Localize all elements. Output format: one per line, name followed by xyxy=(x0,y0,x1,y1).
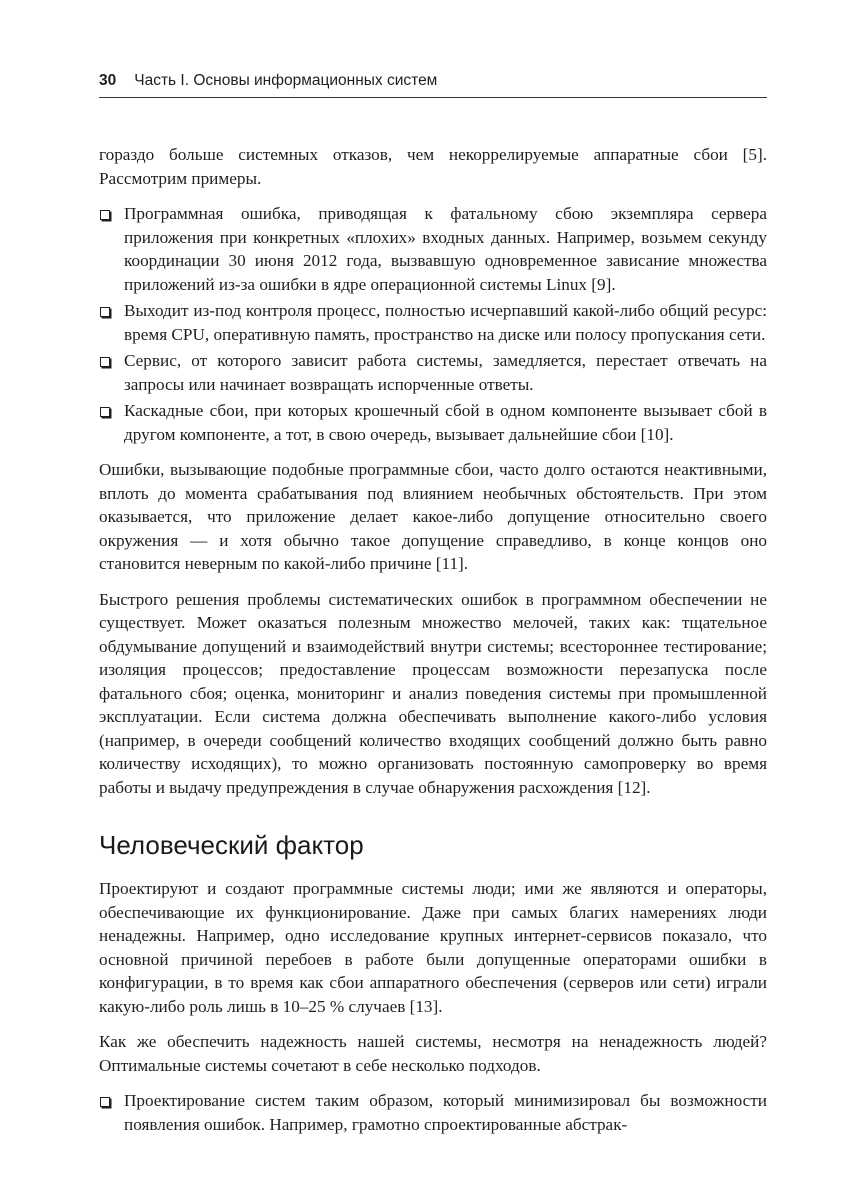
checkbox-bullet-icon xyxy=(100,357,110,367)
list-item-text: Программная ошибка, приводящая к фатальному сбою экземпляра сервера приложения при конкретных «плохих» входных данных. Например, возьмем секунду координации 30 июня 2012 года, вызвавшую одновременное зависание множества приложений из-за ошибки в ядре операционной системы Linux [9]. xyxy=(124,204,767,294)
body-paragraph: Быстрого решения проблемы систематических ошибок в программном обеспечении не существует. Может оказаться полезным множество мелочей, таких как: тщательное обдумывание допущений и взаимодействий внутри системы; всестороннее тестирование; изоляция процессов; предоставление процессам возможности перезапуска после фатального сбоя; оценка, мониторинг и анализ поведения системы при промышленной эксплуатации. Если система должна обеспечивать выполнение какого-либо условия (например, в очереди сообщений количество входящих сообщений должно быть равно количеству исходящих), то можно организовать постоянную самопроверку во время работы и выдачу предупреждения в случае обнаружения расхождения [12]. xyxy=(99,589,767,797)
section-paragraph: Как же обеспечить надежность нашей системы, несмотря на ненадежность людей? Оптимальные системы сочетают в себе несколько подходов. xyxy=(99,1032,767,1075)
running-title: Часть I. Основы информационных систем xyxy=(134,72,438,89)
running-header xyxy=(99,70,767,98)
checkbox-bullet-icon xyxy=(100,307,110,317)
checkbox-bullet-icon xyxy=(100,1097,110,1107)
checkbox-bullet-icon xyxy=(100,407,110,417)
list-item-text: Сервис, от которого зависит работа системы, замедляется, перестает отвечать на запросы или начинает возвращать испорченные ответы. xyxy=(124,351,767,394)
page-number: 30 xyxy=(99,72,117,89)
list-item xyxy=(99,299,767,346)
body-paragraph: Ошибки, вызывающие подобные программные сбои, часто долго остаются неактивными, вплоть до момента срабатывания под влиянием необычных обстоятельств. При этом оказывается, что приложение делает какое-либо допущение относительно своего окружения — и хотя обычно такое допущение справедливо, в конце концов оно становится неверным по какой-либо причине [11]. xyxy=(99,460,767,573)
list-item-text: Проектирование систем таким образом, который минимизировал бы возможности появления ошибок. Например, грамотно спроектированные абстрак- xyxy=(124,1091,767,1134)
list-item xyxy=(99,1089,767,1136)
list-item-text: Выходит из-под контроля процесс, полностью исчерпавший какой-либо общий ресурс: время CPU, оперативную память, пространство на диске или полосу пропускания сети. xyxy=(124,301,767,344)
approaches-list xyxy=(99,1089,767,1136)
list-item-text: Каскадные сбои, при которых крошечный сбой в одном компоненте вызывает сбой в другом компоненте, а тот, в свою очередь, вызывает дальнейшие сбои [10]. xyxy=(124,401,767,444)
list-item xyxy=(99,349,767,396)
page-body xyxy=(99,143,767,1148)
section-heading: Человеческий фактор xyxy=(99,830,364,860)
list-item xyxy=(99,202,767,296)
list-item xyxy=(99,399,767,446)
failure-examples-list xyxy=(99,202,767,446)
section-paragraph: Проектируют и создают программные системы люди; ими же являются и операторы, обеспечивающие их функционирование. Даже при самых благих намерениях люди ненадежны. Например, одно исследование крупных интернет-сервисов показало, что основной причиной перебоев в работе были допущенные операторами ошибки в конфигурации, в то время как сбои аппаратного обеспечения (серверов или сети) играли какую-либо роль лишь в 10–25 % случаев [13]. xyxy=(99,879,767,1016)
checkbox-bullet-icon xyxy=(100,210,110,220)
intro-paragraph: гораздо больше системных отказов, чем некоррелируемые аппаратные сбои [5]. Рассмотрим примеры. xyxy=(99,145,767,188)
